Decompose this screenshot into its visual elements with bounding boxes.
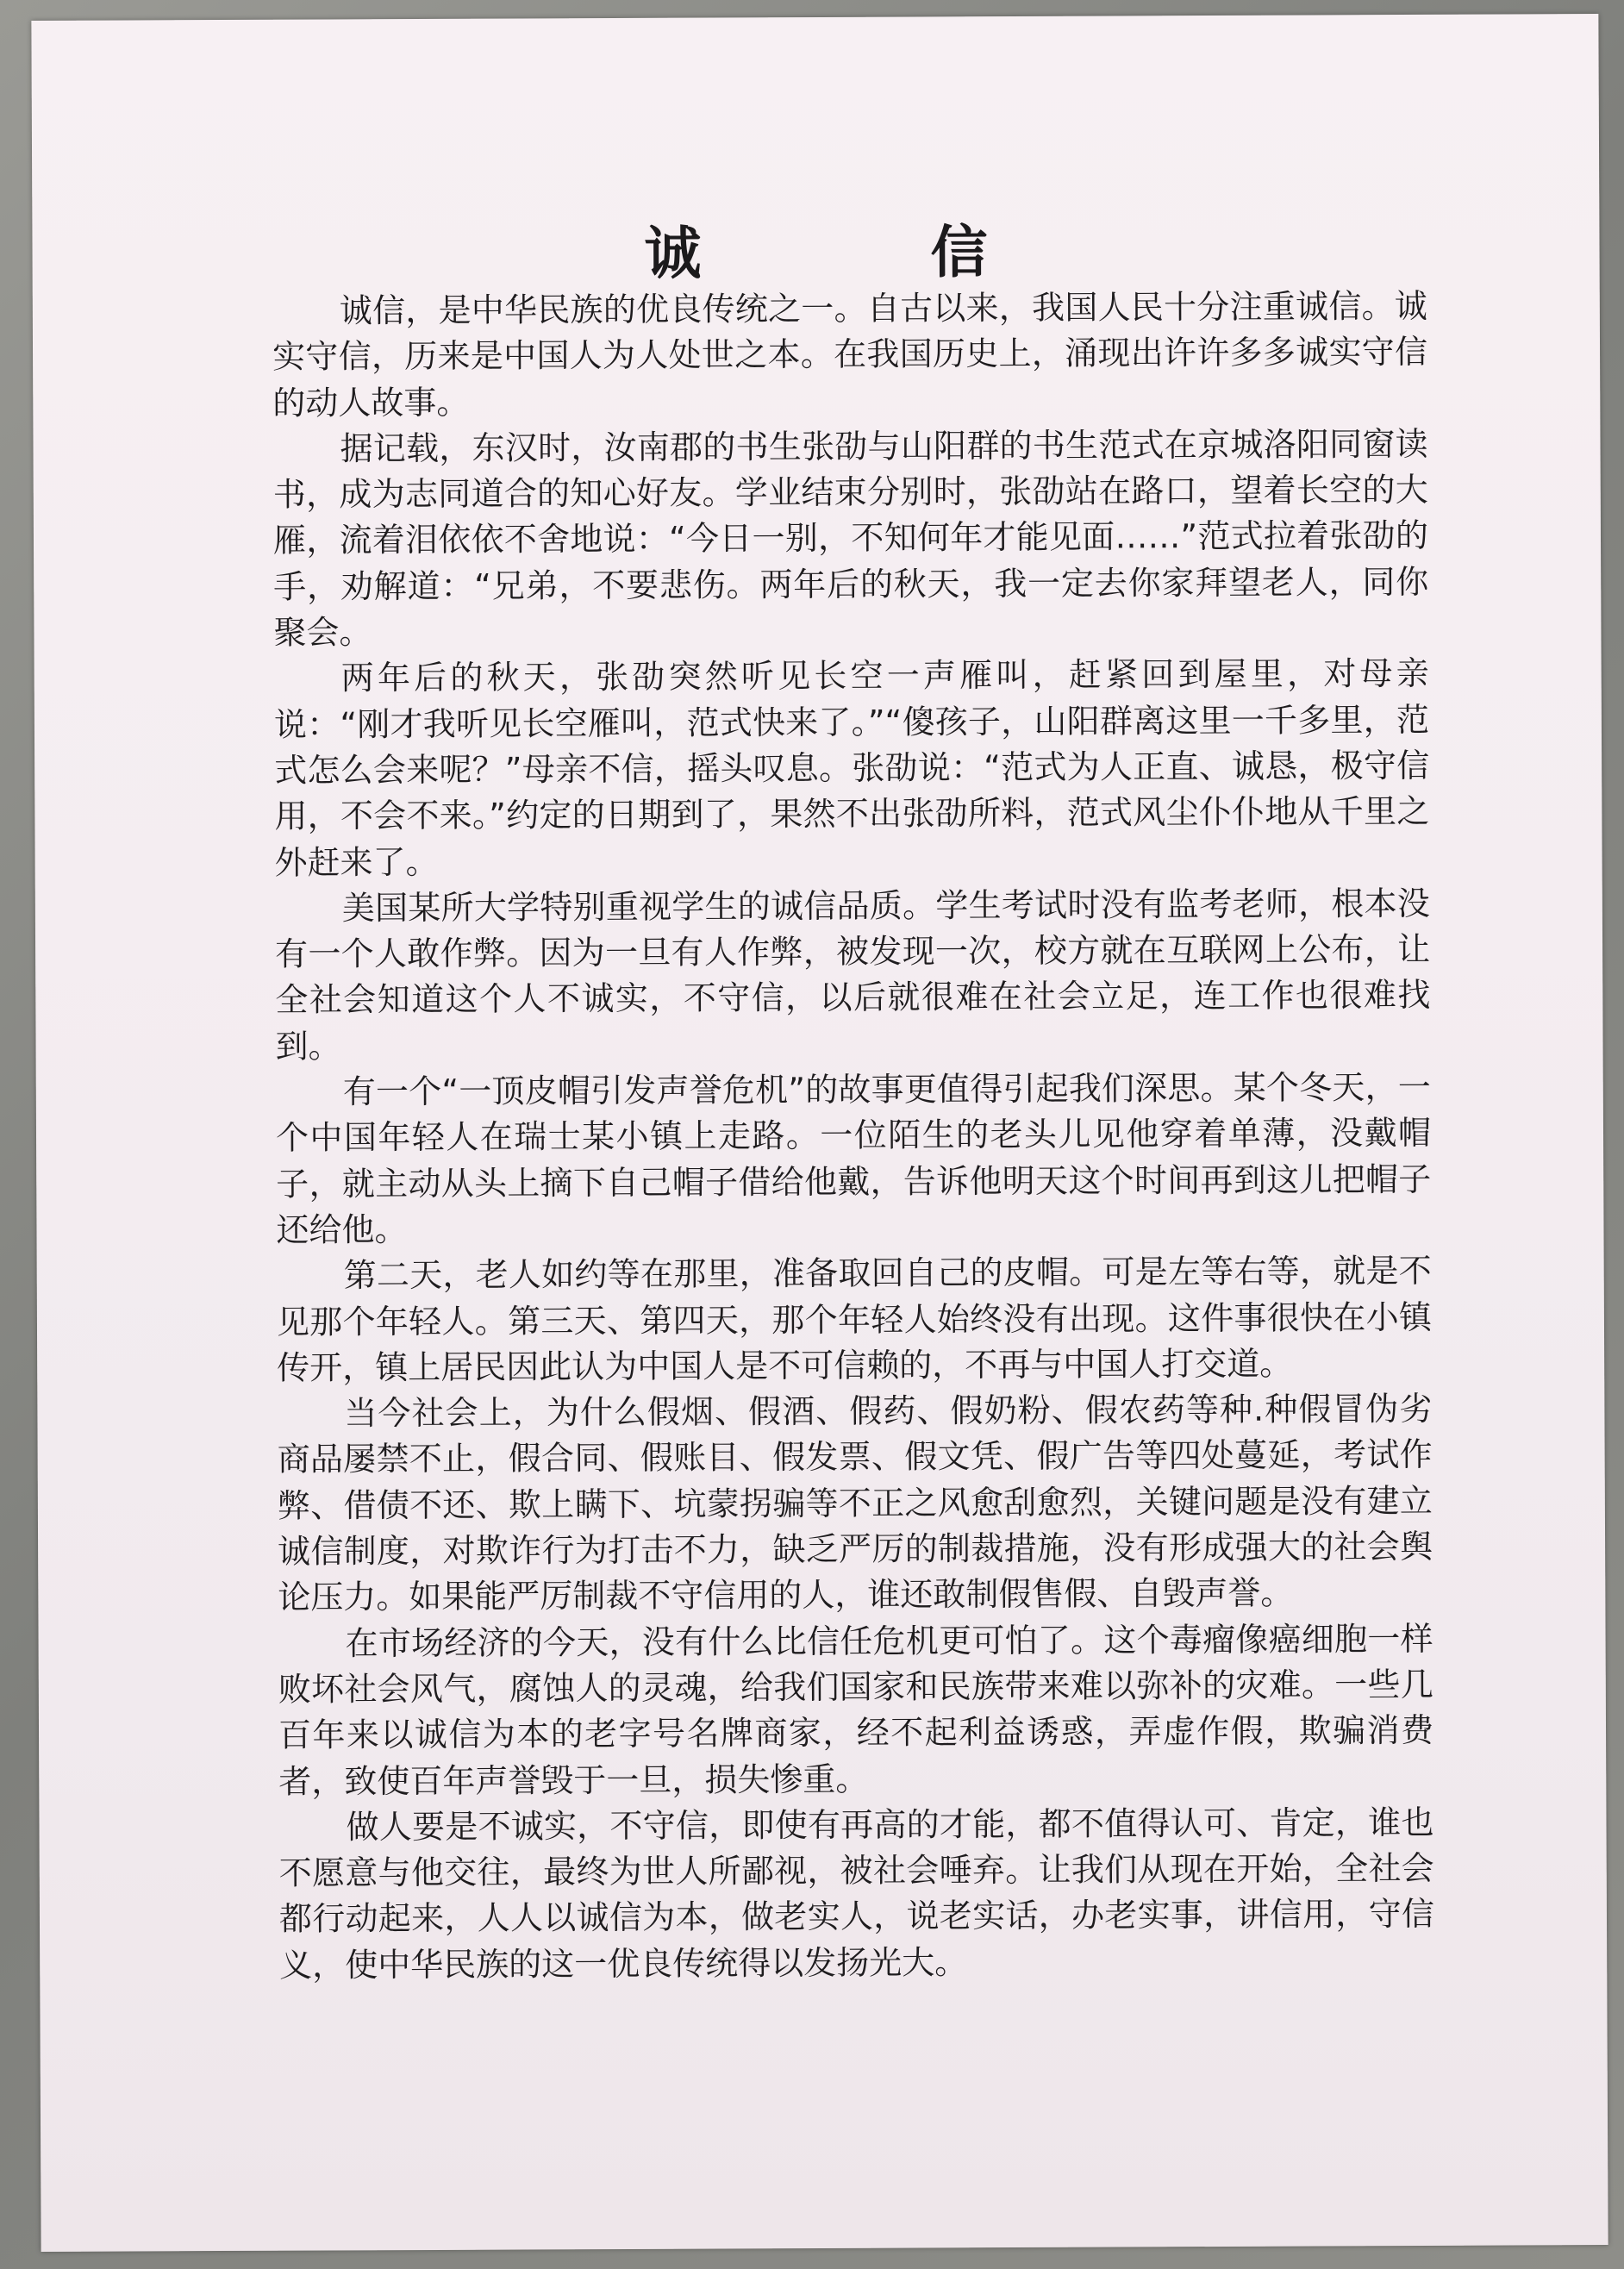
paragraph-4: 美国某所大学特别重视学生的诚信品质。学生考试时没有监考老师，根本没有一个人敢作弊。因为一旦有人作弊，被发现一次，校方就在互联网上公布，让全社会知道这个人不诚实，不守信，以后就很难在社会立足，连工作也很难找到。	[274, 884, 1431, 1066]
paragraph-9: 做人要是不诚实，不守信，即使有再高的才能，都不值得认可、肯定，谁也不愿意与他交往，最终为世人所鄙视，被社会唾弃。让我们从现在开始，全社会都行动起来，人人以诚信为本，做老实人，说老实话，办老实事，讲信用，守信义，使中华民族的这一优良传统得以发扬光大。	[278, 1803, 1435, 1985]
paragraph-3: 两年后的秋天，张劭突然听见长空一声雁叫，赶紧回到屋里，对母亲说：“刚才我听见长空雁叫，范式快来了。”“傻孩子，山阳群离这里一千多里，范式怎么会来呢？”母亲不信，摇头叹息。张劭说：“范式为人正直、诚恳，极守信用，不会不来。”约定的日期到了，果然不出张劭所料，范式风尘仆仆地从千里之外赶来了。	[273, 654, 1430, 882]
paragraph-2: 据记载，东汉时，汝南郡的书生张劭与山阳群的书生范式在京城洛阳同窗读书，成为志同道合的知心好友。学业结束分别时，张劭站在路口，望着长空的大雁，流着泪依依不舍地说：“今日一别，不知何年才能见面……”范式拉着张劭的手，劝解道：“兄弟，不要悲伤。两年后的秋天，我一定去你家拜望老人，同你聚会。	[272, 424, 1429, 652]
document-title: 诚 信	[644, 218, 1074, 287]
paragraph-7: 当今社会上，为什么假烟、假酒、假药、假奶粉、假农药等种.种假冒伪劣商品屡禁不止，假合同、假账目、假发票、假文凭、假广告等四处蔓延，考试作弊、借债不还、欺上瞒下、坑蒙拐骗等不正之风愈刮愈烈，关键问题是没有建立诚信制度，对欺诈行为打击不力，缺乏严厉的制裁措施，没有形成强大的社会舆论压力。如果能严厉制裁不守信用的人，谁还敢制假售假、自毁声誉。	[277, 1390, 1433, 1617]
paragraph-6: 第二天，老人如约等在那里，准备取回自己的皮帽。可是左等右等，就是不见那个年轻人。第三天、第四天，那个年轻人始终没有出现。这件事很快在小镇传开，镇上居民因此认为中国人是不可信赖的，不再与中国人打交道。	[276, 1252, 1433, 1387]
paper-sheet	[31, 14, 1608, 2252]
paragraph-8: 在市场经济的今天，没有什么比信任危机更可怕了。这个毒瘤像癌细胞一样败坏社会风气，腐蚀人的灵魂，给我们国家和民族带来难以弥补的灾难。一些几百年来以诚信为本的老字号名牌商家，经不起利益诱惑，弄虚作假，欺骗消费者，致使百年声誉毁于一旦，损失惨重。	[278, 1619, 1434, 1801]
paragraph-1: 诚信，是中华民族的优良传统之一。自古以来，我国人民十分注重诚信。诚实守信，历来是中国人为人处世之本。在我国历史上，涌现出许许多多诚实守信的动人故事。	[272, 286, 1428, 422]
paragraph-5: 有一个“一顶皮帽引发声誉危机”的故事更值得引起我们深思。某个冬天，一个中国年轻人在瑞士某小镇上走路。一位陌生的老头儿见他穿着单薄，没戴帽子，就主动从头上摘下自己帽子借给他戴，告诉他明天这个时间再到这儿把帽子还给他。	[275, 1067, 1432, 1249]
document-body	[272, 284, 1435, 1989]
